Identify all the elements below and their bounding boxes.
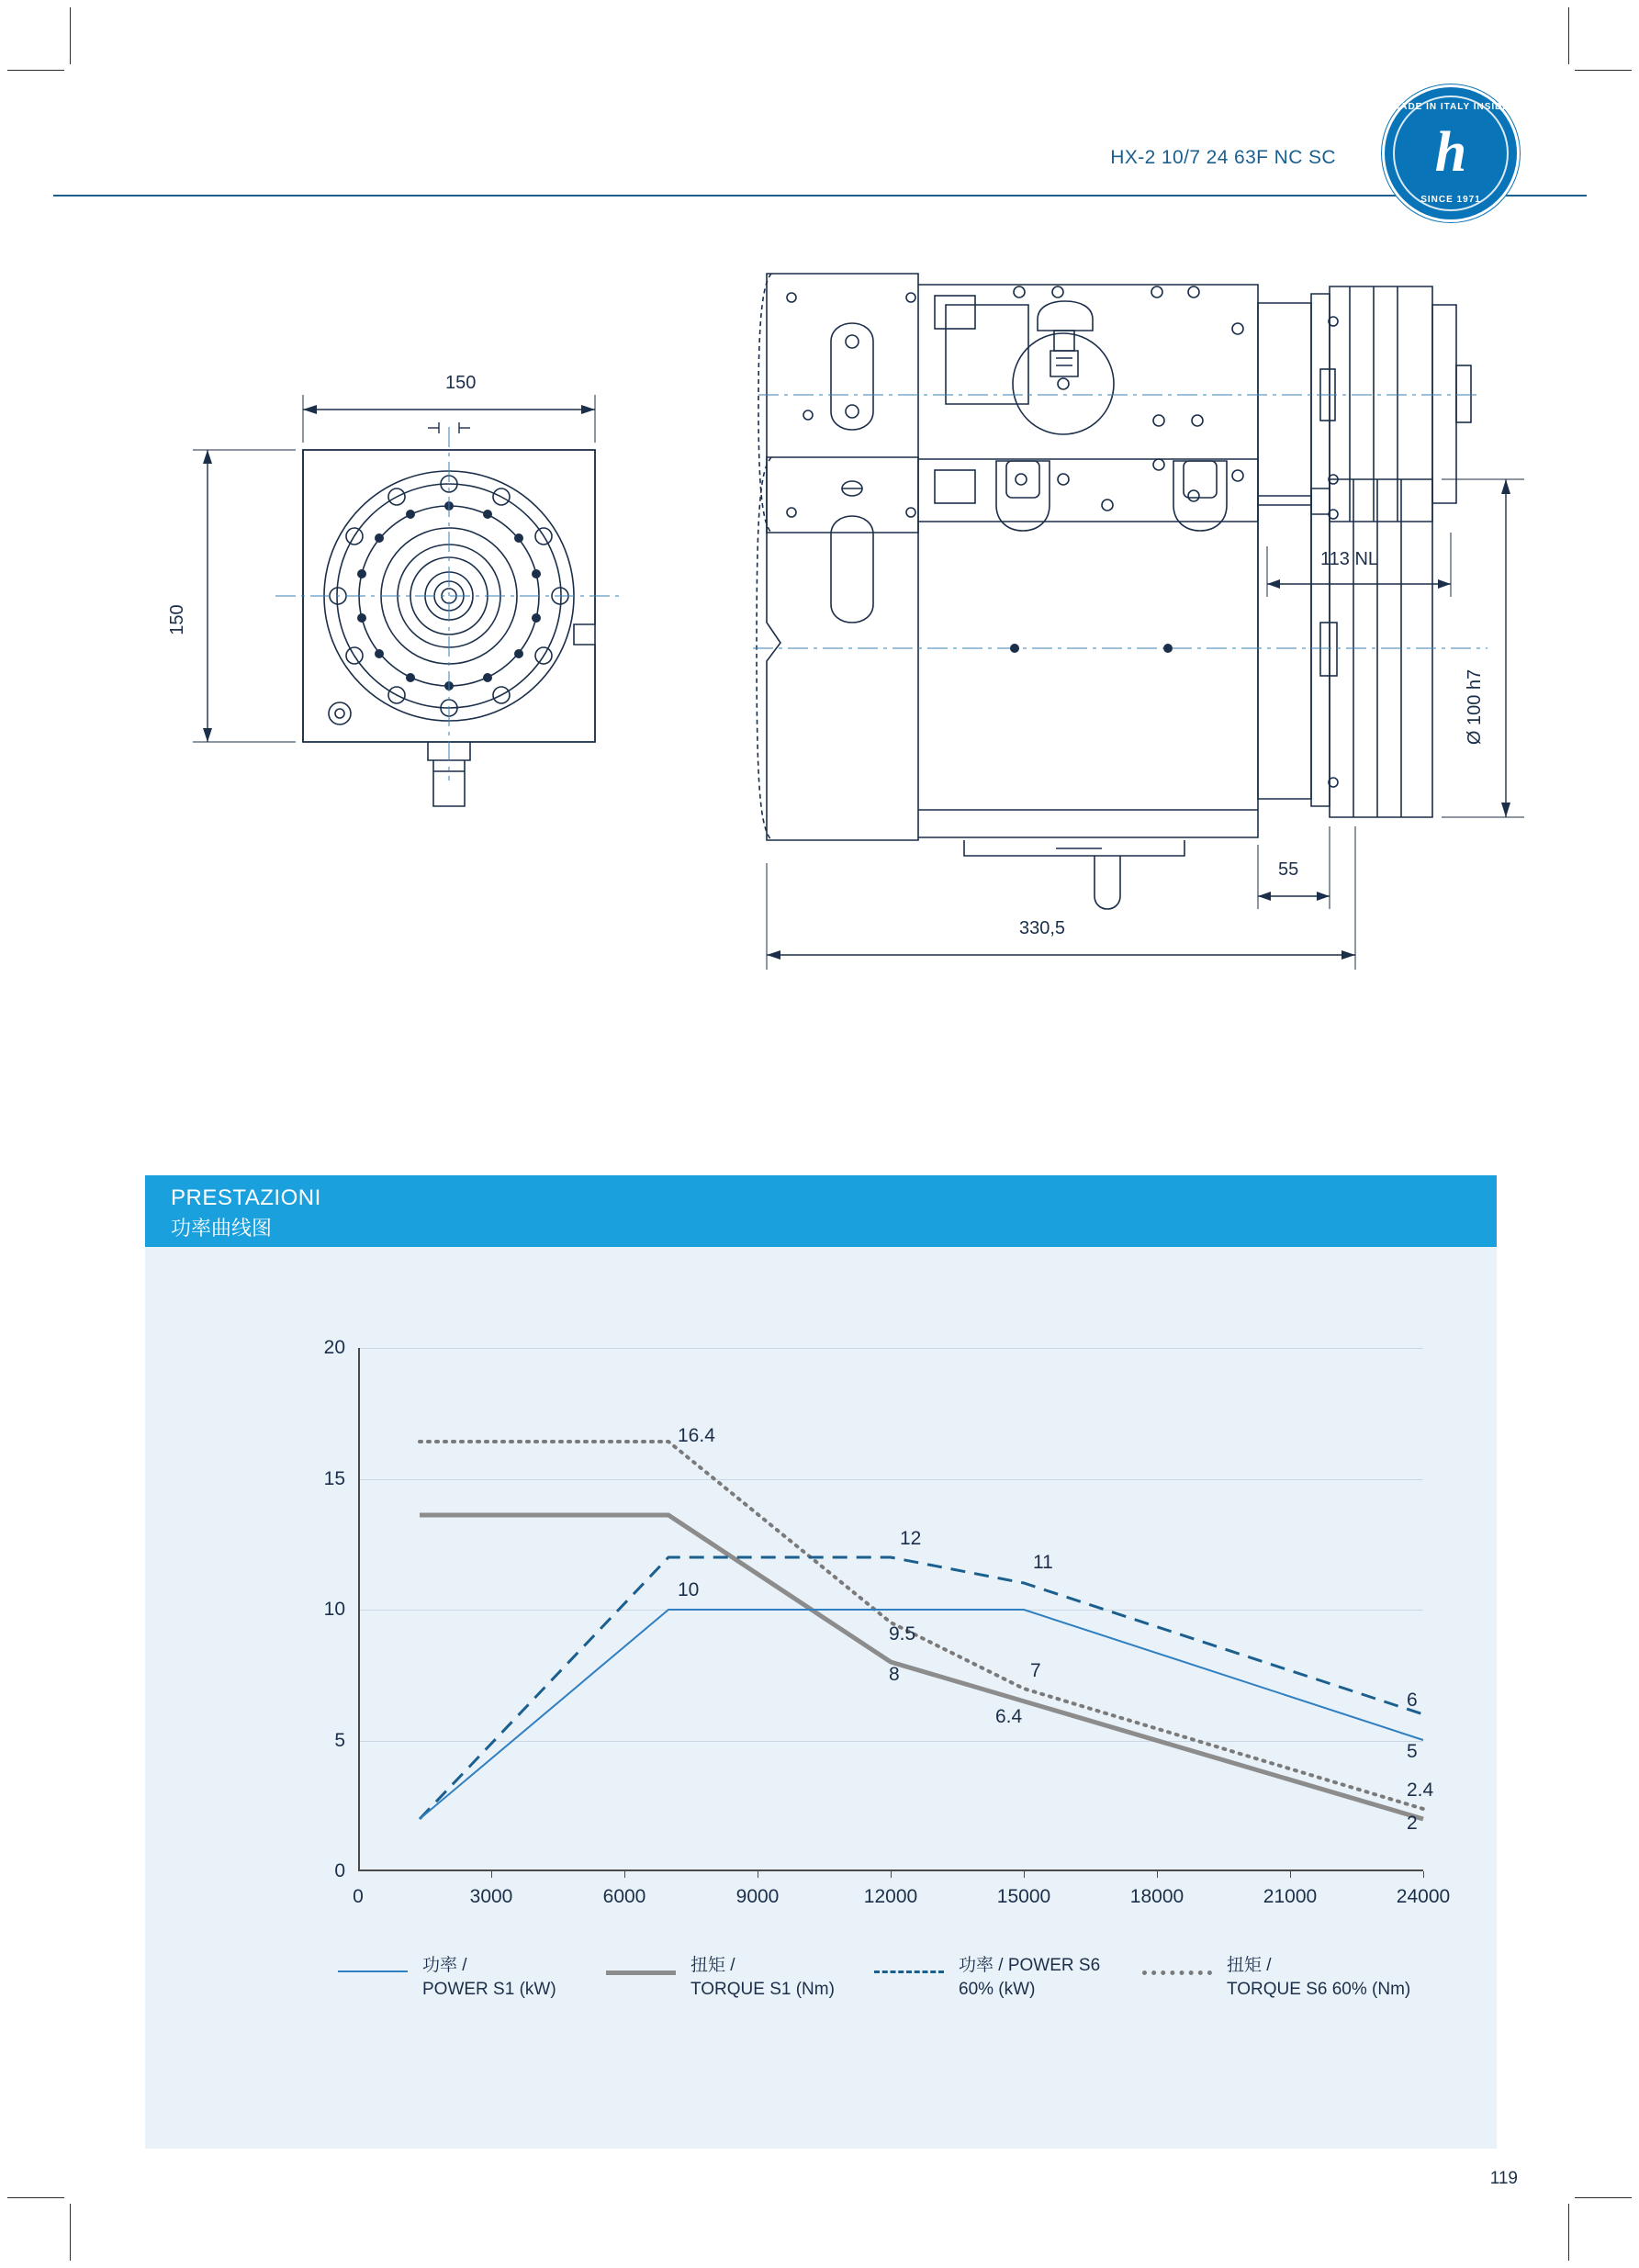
series-torque-s6: [420, 1442, 1423, 1809]
crop-mark-bl-v: [70, 2204, 71, 2261]
dimension-height-150: 150: [167, 604, 187, 635]
dimension-nose-113nl: 113 NL: [1320, 549, 1379, 569]
crop-mark-tr-h: [1575, 70, 1632, 71]
performance-panel: [145, 1175, 1497, 2149]
y-tick-10: 10: [323, 1599, 345, 1620]
crop-mark-tr-v: [1568, 7, 1569, 64]
drawings-svg: [0, 230, 1639, 1102]
crop-mark-tl-v: [70, 7, 71, 64]
crop-mark-br-h: [1575, 2197, 1632, 2198]
logo-bottom-text: SINCE 1971: [1420, 195, 1481, 205]
x-tick-9000: 9000: [735, 1886, 780, 1907]
x-tick-6000: 6000: [602, 1886, 646, 1907]
drawing-side-view: [753, 457, 1524, 970]
x-tick-18000: 18000: [1129, 1886, 1184, 1907]
x-tickmark-6000: [624, 1871, 625, 1878]
label-5: 5: [1407, 1741, 1418, 1762]
legend-label-power-s1-bottom: POWER S1 (kW): [422, 1980, 556, 1999]
series-power-s6: [420, 1557, 1423, 1819]
crop-mark-bl-h: [7, 2197, 64, 2198]
x-tickmark-3000: [491, 1871, 492, 1878]
page-title: HX-2 10/7 24 63F NC SC: [1110, 147, 1336, 168]
label-2-4: 2.4: [1407, 1780, 1434, 1801]
x-tick-12000: 12000: [863, 1886, 918, 1907]
made-in-italy-logo: [1382, 84, 1520, 222]
legend-label-torque-s1-top: 扭矩 /: [690, 1956, 735, 1975]
page-number: 119: [1489, 2169, 1518, 2188]
label-2: 2: [1407, 1813, 1418, 1834]
chart-plot-area: [323, 1337, 1451, 1907]
y-tick-0: 0: [334, 1860, 345, 1881]
header-divider: [53, 195, 1587, 196]
crop-mark-tl-h: [7, 70, 64, 71]
x-tick-24000: 24000: [1396, 1886, 1451, 1907]
legend-swatch-solid-thick: [606, 1970, 676, 1975]
logo-letter: h: [1434, 120, 1467, 184]
y-tick-15: 15: [323, 1467, 345, 1489]
performance-title-it: PRESTAZIONI: [171, 1185, 321, 1210]
legend-swatch-solid-thin: [338, 1970, 408, 1972]
x-tickmark-12000: [891, 1871, 892, 1878]
legend-label-power-s1-top: 功率 /: [422, 1956, 467, 1975]
chart-legend: [338, 1954, 1421, 2037]
label-6: 6: [1407, 1690, 1418, 1711]
legend-label-power-s6-bottom: 60% (kW): [959, 1980, 1036, 1999]
x-tickmark-21000: [1290, 1871, 1291, 1878]
x-tickmark-18000: [1157, 1871, 1158, 1878]
label-10: 10: [678, 1579, 700, 1600]
x-tick-15000: 15000: [996, 1886, 1051, 1907]
label-11: 11: [1033, 1552, 1053, 1573]
performance-title-zh: 功率曲线图: [171, 1217, 273, 1240]
label-16-4: 16.4: [678, 1425, 715, 1446]
dimension-length-330-5: 330,5: [1019, 918, 1066, 938]
legend-label-power-s6-top: 功率 / POWER S6: [959, 1956, 1101, 1975]
legend-label-power-s6: [959, 1954, 1100, 2002]
y-tick-5: 5: [334, 1729, 345, 1751]
crop-mark-br-v: [1568, 2204, 1569, 2261]
legend-label-torque-s6: [1227, 1954, 1410, 2002]
legend-label-power-s1: [422, 1954, 556, 2002]
y-tick-20: 20: [323, 1337, 345, 1358]
label-12: 12: [900, 1528, 922, 1549]
legend-label-torque-s6-bottom: TORQUE S6 60% (Nm): [1227, 1980, 1411, 1999]
series-power-s1: [420, 1610, 1423, 1819]
performance-chart: [145, 1247, 1497, 2149]
x-tickmark-15000: [1024, 1871, 1025, 1878]
legend-label-torque-s1: [690, 1954, 835, 2002]
legend-swatch-dashed: [874, 1970, 944, 1973]
chart-curves: [358, 1348, 1423, 1871]
x-tick-3000: 3000: [469, 1886, 513, 1907]
dimension-bore-100h7: Ø 100 h7: [1465, 668, 1485, 746]
technical-drawings: [0, 230, 1639, 1102]
legend-swatch-dotted: [1142, 1970, 1212, 1975]
dimension-width-150: 150: [445, 373, 477, 393]
label-9-5: 9.5: [889, 1623, 916, 1645]
x-tickmark-24000: [1423, 1871, 1424, 1878]
drawing-front-view: [193, 395, 624, 806]
legend-label-torque-s1-bottom: TORQUE S1 (Nm): [690, 1980, 835, 1999]
label-8: 8: [889, 1664, 900, 1685]
label-7: 7: [1030, 1660, 1041, 1681]
x-tick-21000: 21000: [1263, 1886, 1318, 1907]
series-torque-s1: [420, 1515, 1423, 1819]
performance-header: [145, 1175, 1497, 1247]
dimension-offset-55: 55: [1278, 859, 1299, 880]
legend-label-torque-s6-top: 扭矩 /: [1227, 1956, 1272, 1975]
label-6-4: 6.4: [995, 1706, 1023, 1727]
x-tick-0: 0: [353, 1886, 364, 1907]
logo-top-text: MADE IN ITALY INSIDE: [1391, 102, 1510, 112]
